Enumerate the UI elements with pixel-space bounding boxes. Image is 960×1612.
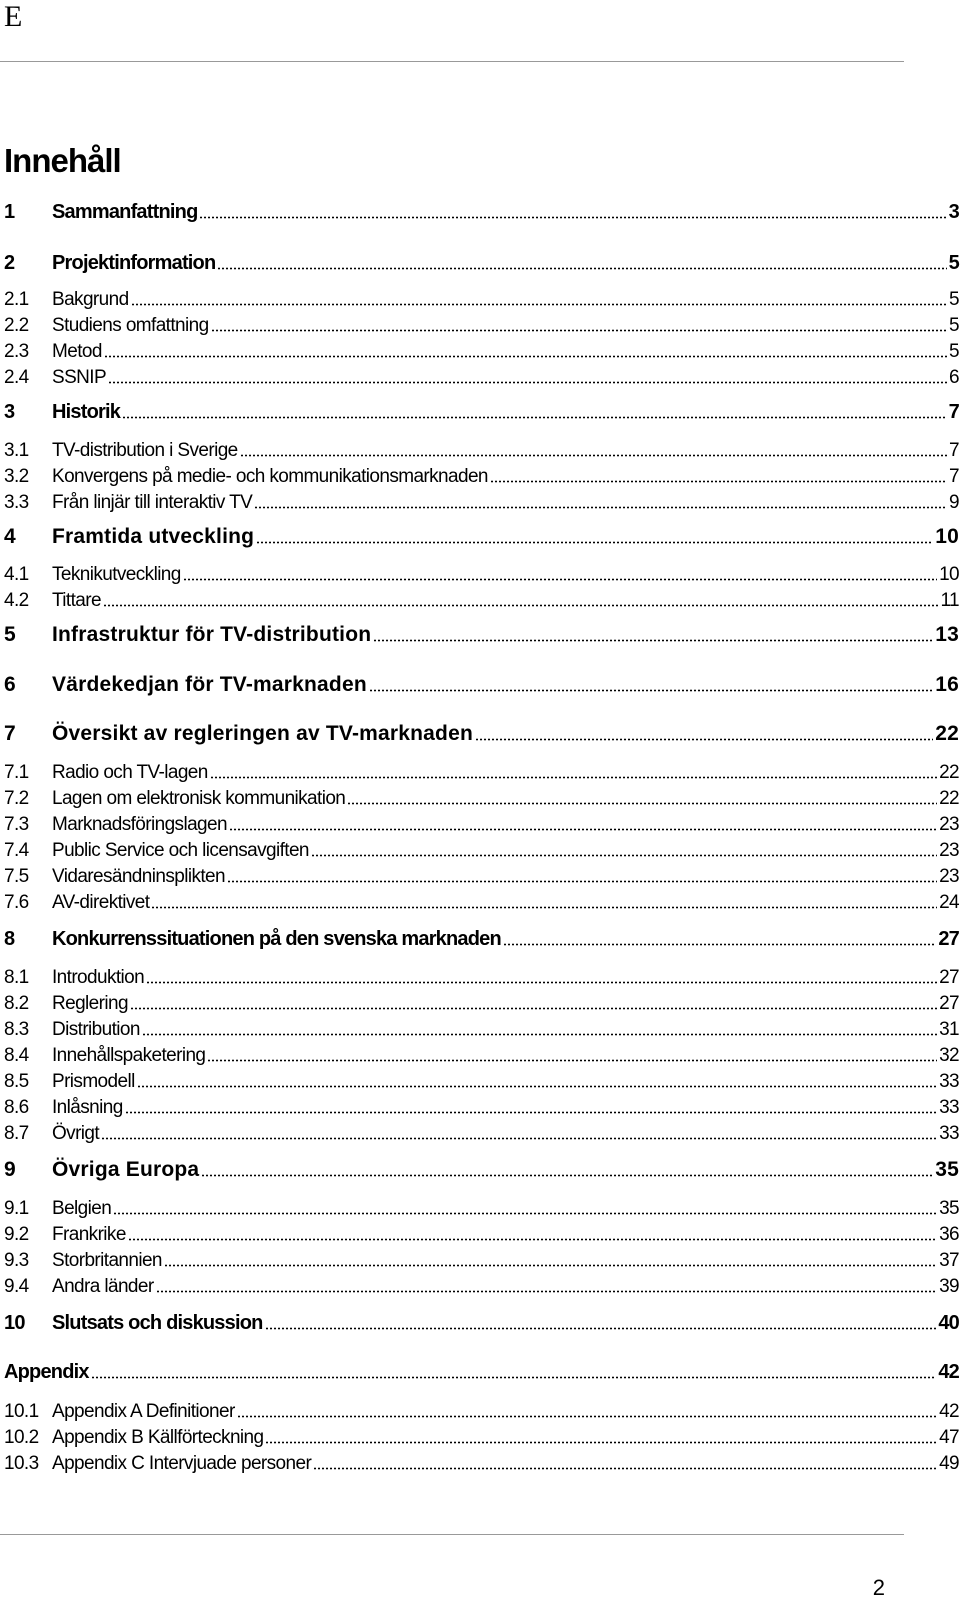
toc-entry-page: 10 — [935, 525, 959, 548]
toc-entry-label: Slutsats och diskussion — [52, 1312, 263, 1334]
toc-entry-page: 42 — [938, 1361, 959, 1383]
toc-entry-label: Appendix — [4, 1361, 89, 1383]
toc-entry[interactable] — [4, 337, 959, 363]
toc-entry-page: 7 — [948, 401, 959, 423]
toc-dot-leader — [131, 303, 947, 306]
toc-dot-leader — [151, 906, 937, 909]
toc-entry[interactable] — [4, 888, 959, 914]
toc-entry[interactable] — [4, 285, 959, 311]
toc-entry-page: 36 — [939, 1224, 959, 1245]
toc-entry-page: 27 — [939, 993, 959, 1014]
toc-entry-label: Översikt av regleringen av TV-marknaden — [52, 722, 473, 745]
toc-entry-number: 9.2 — [4, 1224, 29, 1245]
toc-entry-label: Konvergens på medie- och kommunikationsmarknaden — [52, 466, 488, 487]
toc-entry[interactable] — [4, 1041, 959, 1067]
toc-entry-page: 32 — [939, 1045, 959, 1066]
toc-dot-leader — [211, 329, 947, 332]
toc-entry-page: 7 — [949, 466, 959, 487]
toc-dot-leader — [104, 355, 947, 358]
toc-dot-leader — [229, 828, 937, 831]
toc-entry-label: TV-distribution i Sverige — [52, 440, 238, 461]
toc-dot-leader — [237, 1415, 937, 1418]
toc-dot-leader — [217, 267, 946, 270]
toc-dot-leader — [227, 880, 937, 883]
toc-entry-number: 6 — [4, 673, 16, 696]
toc-entry[interactable] — [4, 436, 959, 462]
toc-entry-number: 2.3 — [4, 341, 29, 362]
toc-dot-leader — [347, 802, 937, 805]
toc-dot-leader — [122, 416, 947, 419]
toc-entry-number: 7.5 — [4, 866, 29, 887]
toc-entry-number: 9.3 — [4, 1250, 29, 1271]
toc-entry-label: Inlåsning — [52, 1097, 123, 1118]
toc-entry-number: 8.7 — [4, 1123, 29, 1144]
toc-dot-leader — [207, 1059, 937, 1062]
toc-entry[interactable] — [4, 1246, 959, 1272]
toc-entry-page: 9 — [949, 492, 959, 513]
toc-dot-leader — [265, 1327, 937, 1330]
toc-entry[interactable] — [4, 249, 959, 275]
toc-entry-number: 7.4 — [4, 840, 29, 861]
toc-dot-leader — [311, 854, 937, 857]
toc-entry-number: 7.2 — [4, 788, 29, 809]
toc-dot-leader — [254, 506, 947, 509]
toc-entry-number: 8 — [4, 928, 15, 950]
toc-entry-label: Reglering — [52, 993, 128, 1014]
toc-dot-leader — [113, 1212, 937, 1215]
toc-entry[interactable] — [4, 1423, 959, 1449]
toc-entry-page: 23 — [939, 840, 959, 861]
toc-entry-page: 42 — [939, 1401, 959, 1422]
toc-entry-label: Appendix B Källförteckning — [52, 1427, 264, 1448]
toc-entry-label: Introduktion — [52, 967, 145, 988]
toc-dot-leader — [210, 776, 937, 779]
toc-entry-page: 7 — [949, 440, 959, 461]
toc-entry-number: 10.3 — [4, 1453, 39, 1474]
toc-entry-page: 35 — [939, 1198, 959, 1219]
toc-dot-leader — [373, 639, 933, 642]
toc-dot-leader — [146, 981, 937, 984]
toc-dot-leader — [125, 1111, 937, 1114]
toc-entry-number: 8.5 — [4, 1071, 29, 1092]
toc-entry-label: Historik — [52, 401, 121, 423]
toc-entry[interactable] — [4, 1015, 959, 1041]
toc-entry-page: 3 — [948, 201, 959, 223]
toc-entry[interactable] — [4, 462, 959, 488]
toc-entry-label: Innehållspaketering — [52, 1045, 206, 1066]
toc-entry-page: 22 — [939, 762, 959, 783]
toc-entry-label: SSNIP — [52, 367, 107, 388]
toc-entry-label: Bakgrund — [52, 289, 129, 310]
toc-entry-label: Framtida utveckling — [52, 525, 255, 548]
toc-entry-label: Frankrike — [52, 1224, 126, 1245]
footer-divider — [0, 1534, 904, 1535]
toc-entry[interactable] — [4, 1358, 959, 1384]
toc-dot-leader — [128, 1238, 937, 1241]
header-divider — [0, 61, 904, 62]
toc-entry[interactable] — [4, 1220, 959, 1246]
toc-dot-leader — [103, 604, 939, 607]
toc-entry-page: 33 — [939, 1123, 959, 1144]
toc-entry-label: Studiens omfattning — [52, 315, 209, 336]
toc-entry-page: 39 — [939, 1276, 959, 1297]
toc-entry-label: Appendix C Intervjuade personer — [52, 1453, 312, 1474]
toc-entry-number: 3 — [4, 401, 15, 423]
toc-entry-label: Prismodell — [52, 1071, 135, 1092]
toc-entry-page: 16 — [935, 673, 959, 696]
toc-entry-page: 22 — [939, 788, 959, 809]
toc-entry-number: 10 — [4, 1312, 25, 1334]
toc-dot-leader — [256, 541, 933, 544]
toc-entry-number: 3.2 — [4, 466, 29, 487]
toc-entry-page: 22 — [935, 722, 959, 745]
toc-entry[interactable] — [4, 1272, 959, 1298]
toc-entry[interactable] — [4, 1449, 959, 1475]
toc-dot-leader — [313, 1467, 937, 1470]
toc-entry-number: 8.1 — [4, 967, 29, 988]
toc-dot-leader — [199, 216, 946, 219]
toc-entry-page: 5 — [949, 315, 959, 336]
toc-entry[interactable] — [4, 198, 959, 224]
toc-entry-number: 4.1 — [4, 564, 29, 585]
toc-entry-label: Radio och TV-lagen — [52, 762, 208, 783]
toc-entry[interactable] — [4, 810, 959, 836]
toc-entry-number: 2 — [4, 252, 15, 274]
page-number: 2 — [872, 1575, 885, 1600]
toc-entry-label: AV-direktivet — [52, 892, 150, 913]
toc-dot-leader — [475, 738, 933, 741]
toc-entry-number: 2.2 — [4, 315, 29, 336]
toc-entry-number: 10.1 — [4, 1401, 39, 1422]
toc-entry-label: Sammanfattning — [52, 201, 198, 223]
toc-entry-label: Tittare — [52, 590, 101, 611]
toc-entry-label: Metod — [52, 341, 102, 362]
toc-dot-leader — [183, 578, 937, 581]
toc-entry-number: 3.3 — [4, 492, 29, 513]
toc-entry[interactable] — [4, 621, 959, 647]
toc-entry-number: 3.1 — [4, 440, 29, 461]
toc-entry-page: 37 — [939, 1250, 959, 1271]
toc-entry-page: 40 — [938, 1312, 959, 1334]
toc-entry[interactable] — [4, 1067, 959, 1093]
toc-entry-label: Andra länder — [52, 1276, 154, 1297]
toc-entry[interactable] — [4, 1397, 959, 1423]
toc-entry[interactable] — [4, 1119, 959, 1145]
toc-entry-number: 8.6 — [4, 1097, 29, 1118]
toc-entry[interactable] — [4, 1309, 959, 1335]
toc-entry-number: 10.2 — [4, 1427, 39, 1448]
toc-entry-label: Storbritannien — [52, 1250, 162, 1271]
toc-dot-leader — [369, 689, 933, 692]
toc-entry[interactable] — [4, 989, 959, 1015]
toc-entry-label: Lagen om elektronisk kommunikation — [52, 788, 346, 809]
toc-dot-leader — [164, 1264, 937, 1267]
toc-entry-page: 47 — [939, 1427, 959, 1448]
toc-dot-leader — [265, 1441, 937, 1444]
toc-entry-page: 24 — [939, 892, 959, 913]
toc-entry-number: 7.6 — [4, 892, 29, 913]
toc-entry-page: 5 — [948, 252, 959, 274]
toc-entry-number: 5 — [4, 623, 16, 646]
page-title: Innehåll — [4, 142, 121, 179]
toc-entry-label: Vidaresändninsplikten — [52, 866, 225, 887]
toc-entry-page: 31 — [939, 1019, 959, 1040]
toc-entry-page: 35 — [935, 1158, 959, 1181]
toc-entry-number: 2.1 — [4, 289, 29, 310]
toc-entry-page: 5 — [949, 341, 959, 362]
toc-dot-leader — [101, 1137, 937, 1140]
toc-entry[interactable] — [4, 925, 959, 951]
toc-entry-label: Public Service och licensavgiften — [52, 840, 309, 861]
toc-entry[interactable] — [4, 398, 959, 424]
toc-entry-number: 7 — [4, 722, 16, 745]
toc-entry[interactable] — [4, 836, 959, 862]
toc-dot-leader — [201, 1174, 933, 1177]
toc-entry-page: 27 — [939, 967, 959, 988]
toc-entry-page: 33 — [939, 1097, 959, 1118]
toc-entry[interactable] — [4, 488, 959, 514]
toc-dot-leader — [108, 381, 947, 384]
toc-entry-label: Övriga Europa — [52, 1158, 200, 1181]
header-letter: E — [4, 0, 23, 33]
toc-entry-label: Övrigt — [52, 1123, 100, 1144]
toc-entry-label: Marknadsföringslagen — [52, 814, 227, 835]
toc-entry[interactable] — [4, 1194, 959, 1220]
toc-entry[interactable] — [4, 784, 959, 810]
toc-entry-number: 7.3 — [4, 814, 29, 835]
toc-entry-page: 33 — [939, 1071, 959, 1092]
toc-dot-leader — [490, 480, 947, 483]
toc-entry-number: 8.3 — [4, 1019, 29, 1040]
toc-entry[interactable] — [4, 586, 959, 612]
toc-dot-leader — [142, 1033, 937, 1036]
toc-dot-leader — [130, 1007, 937, 1010]
toc-entry-number: 9.4 — [4, 1276, 29, 1297]
toc-entry[interactable] — [4, 720, 959, 746]
toc-entry-number: 8.2 — [4, 993, 29, 1014]
toc-entry-page: 23 — [939, 866, 959, 887]
toc-dot-leader — [503, 943, 936, 946]
toc-entry[interactable] — [4, 1093, 959, 1119]
toc-entry-page: 5 — [949, 289, 959, 310]
toc-entry-page: 11 — [940, 590, 959, 611]
toc-dot-leader — [91, 1376, 937, 1379]
toc-dot-leader — [240, 454, 947, 457]
toc-entry-page: 10 — [939, 564, 959, 585]
toc-entry-number: 7.1 — [4, 762, 29, 783]
toc-entry-number: 4 — [4, 525, 16, 548]
toc-entry-label: Projektinformation — [52, 252, 216, 274]
toc-entry-number: 8.4 — [4, 1045, 29, 1066]
toc-entry-label: Värdekedjan för TV-marknaden — [52, 673, 367, 696]
toc-entry-number: 2.4 — [4, 367, 29, 388]
toc-entry[interactable] — [4, 560, 959, 586]
toc-entry[interactable] — [4, 363, 959, 389]
toc-entry-page: 23 — [939, 814, 959, 835]
toc-entry-page: 13 — [935, 623, 959, 646]
toc-dot-leader — [156, 1290, 937, 1293]
toc-entry-label: Konkurrenssituationen på den svenska marknaden — [52, 928, 501, 950]
toc-entry-label: Infrastruktur för TV-distribution — [52, 623, 372, 646]
toc-entry-label: Från linjär till interaktiv TV — [52, 492, 253, 513]
toc-entry-label: Distribution — [52, 1019, 140, 1040]
toc-entry-label: Belgien — [52, 1198, 112, 1219]
toc-entry-page: 49 — [939, 1453, 959, 1474]
toc-entry[interactable] — [4, 311, 959, 337]
toc-entry-number: 4.2 — [4, 590, 29, 611]
toc-dot-leader — [137, 1085, 937, 1088]
toc-entry-label: Teknikutveckling — [52, 564, 181, 585]
toc-entry[interactable] — [4, 963, 959, 989]
toc-entry-label: Appendix A Definitioner — [52, 1401, 235, 1422]
toc-entry[interactable] — [4, 523, 959, 549]
toc-entry-number: 9.1 — [4, 1198, 29, 1219]
toc-entry[interactable] — [4, 1156, 959, 1182]
toc-entry-page: 27 — [938, 928, 959, 950]
toc-entry[interactable] — [4, 862, 959, 888]
toc-entry-number: 9 — [4, 1158, 16, 1181]
toc-entry-number: 1 — [4, 201, 15, 223]
toc-entry[interactable] — [4, 758, 959, 784]
toc-entry[interactable] — [4, 671, 959, 697]
toc-entry-page: 6 — [949, 367, 959, 388]
